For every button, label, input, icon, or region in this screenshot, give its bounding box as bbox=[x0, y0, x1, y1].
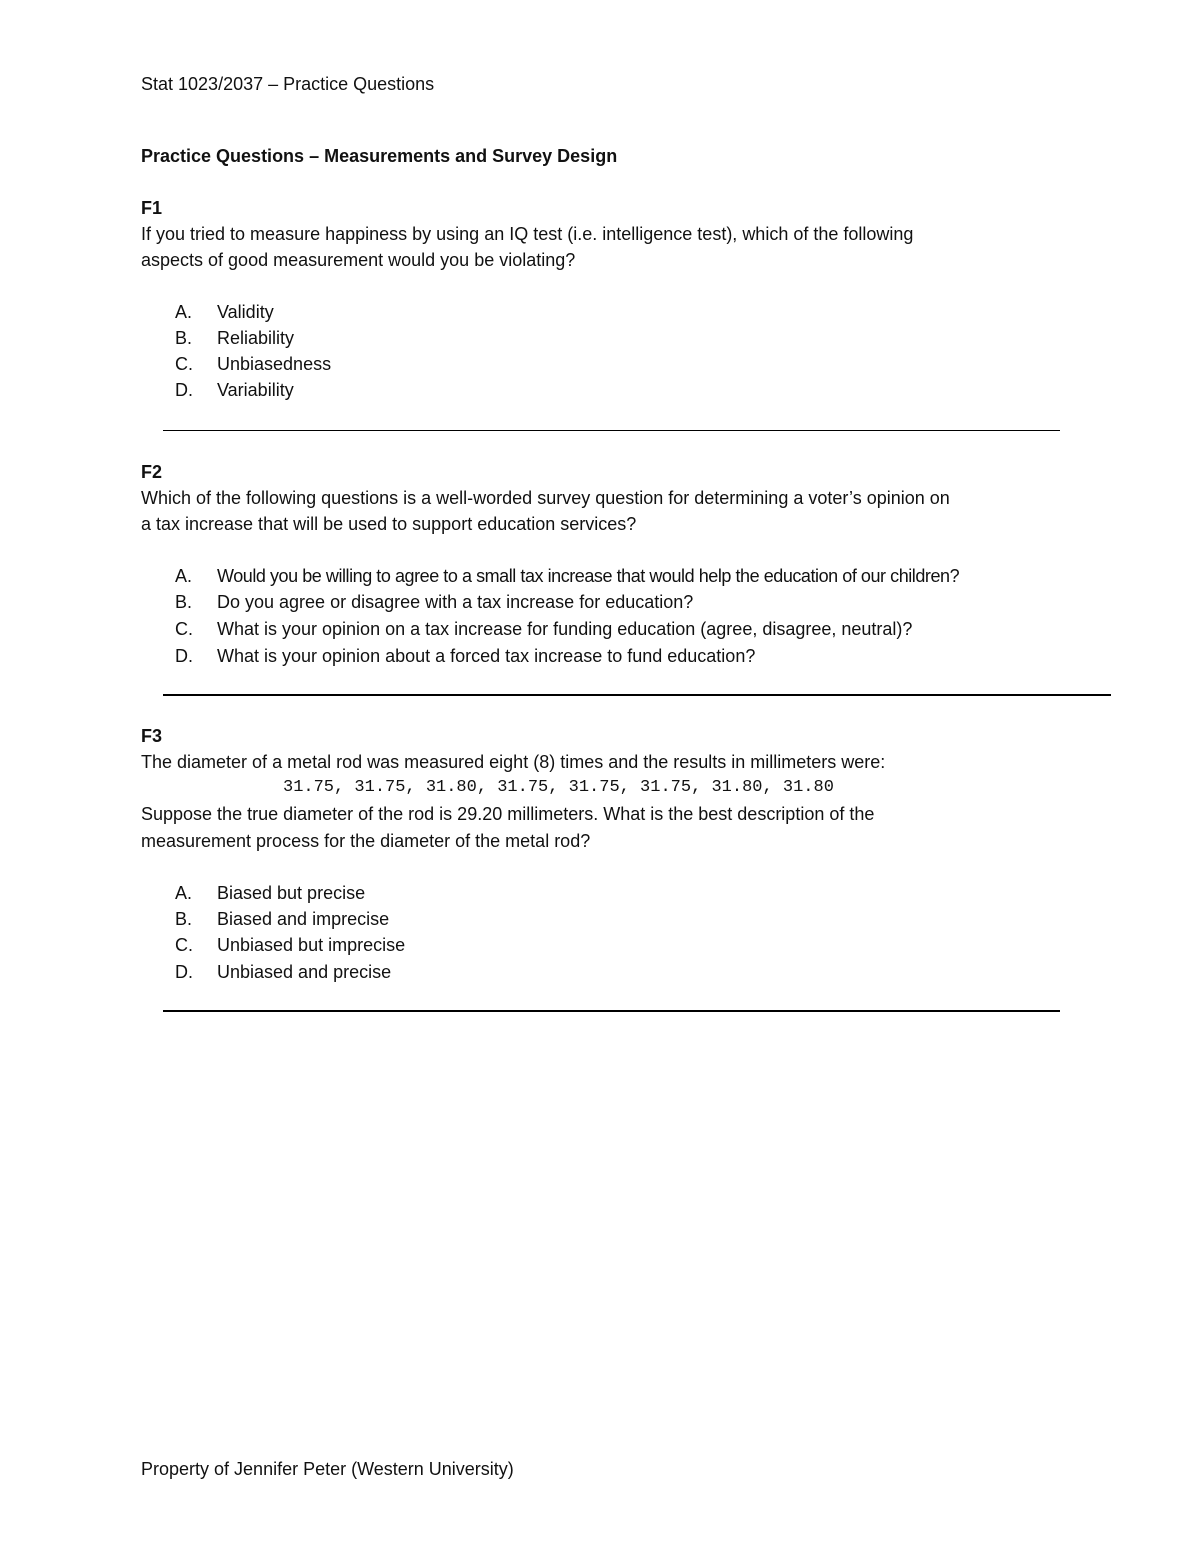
option-letter: A. bbox=[175, 883, 193, 903]
page-footer: Property of Jennifer Peter (Western University) bbox=[141, 1459, 514, 1479]
question-text-f3-line3: Suppose the true diameter of the rod is 29.20 millimeters. What is the best description of the bbox=[141, 804, 875, 824]
option-letter: A. bbox=[175, 566, 193, 586]
option-text: Do you agree or disagree with a tax increase for education? bbox=[217, 592, 694, 612]
option-item bbox=[0, 962, 1200, 988]
option-item bbox=[0, 646, 1200, 672]
option-item bbox=[0, 354, 1200, 380]
question-text-f1-line1: If you tried to measure happiness by using an IQ test (i.e. intelligence test), which of the following bbox=[141, 224, 914, 244]
question-id-f3: F3 bbox=[141, 726, 163, 746]
option-letter: D. bbox=[175, 380, 193, 400]
option-item bbox=[0, 909, 1200, 935]
option-text: Validity bbox=[217, 302, 274, 322]
page-header: Stat 1023/2037 – Practice Questions bbox=[141, 74, 435, 94]
option-item bbox=[0, 566, 1200, 592]
option-letter: C. bbox=[175, 354, 193, 374]
section-title: Practice Questions – Measurements and Survey Design bbox=[141, 146, 618, 166]
question-text-f3-line1: The diameter of a metal rod was measured eight (8) times and the results in millimeters were: bbox=[141, 752, 886, 772]
option-letter: C. bbox=[175, 935, 193, 955]
option-text: What is your opinion on a tax increase for funding education (agree, disagree, neutral)? bbox=[217, 619, 913, 639]
question-text-f2-line2: a tax increase that will be used to support education services? bbox=[141, 514, 637, 534]
option-text: Unbiasedness bbox=[217, 354, 332, 374]
option-text: Biased and imprecise bbox=[217, 909, 390, 929]
question-id-f2: F2 bbox=[141, 462, 163, 482]
measurement-values: 31.75, 31.75, 31.80, 31.75, 31.75, 31.75, 31.80, 31.80 bbox=[283, 778, 834, 797]
option-text: Unbiased but imprecise bbox=[217, 935, 406, 955]
divider-f1 bbox=[163, 430, 1060, 431]
option-item bbox=[0, 328, 1200, 354]
option-letter: B. bbox=[175, 909, 193, 929]
option-letter: D. bbox=[175, 646, 193, 666]
question-text-f1-line2: aspects of good measurement would you be violating? bbox=[141, 250, 576, 270]
option-letter: C. bbox=[175, 619, 193, 639]
option-letter: A. bbox=[175, 302, 193, 322]
option-text: Unbiased and precise bbox=[217, 962, 392, 982]
option-text: Variability bbox=[217, 380, 294, 400]
option-item bbox=[0, 302, 1200, 328]
question-text-f2-line1: Which of the following questions is a well-worded survey question for determining a voter’s opinion on bbox=[141, 488, 950, 508]
option-text: What is your opinion about a forced tax increase to fund education? bbox=[217, 646, 756, 666]
option-item bbox=[0, 592, 1200, 618]
option-letter: D. bbox=[175, 962, 193, 982]
divider-f3 bbox=[163, 1010, 1060, 1012]
option-letter: B. bbox=[175, 592, 193, 612]
option-item bbox=[0, 935, 1200, 961]
option-item bbox=[0, 380, 1200, 406]
question-text-f3-line4: measurement process for the diameter of the metal rod? bbox=[141, 831, 591, 851]
question-id-f1: F1 bbox=[141, 198, 163, 218]
option-item bbox=[0, 883, 1200, 909]
option-letter: B. bbox=[175, 328, 193, 348]
option-item bbox=[0, 619, 1200, 645]
option-text: Reliability bbox=[217, 328, 295, 348]
option-text: Biased but precise bbox=[217, 883, 366, 903]
divider-f2 bbox=[163, 694, 1111, 696]
option-text: Would you be willing to agree to a small tax increase that would help the education of our children? bbox=[217, 566, 960, 586]
